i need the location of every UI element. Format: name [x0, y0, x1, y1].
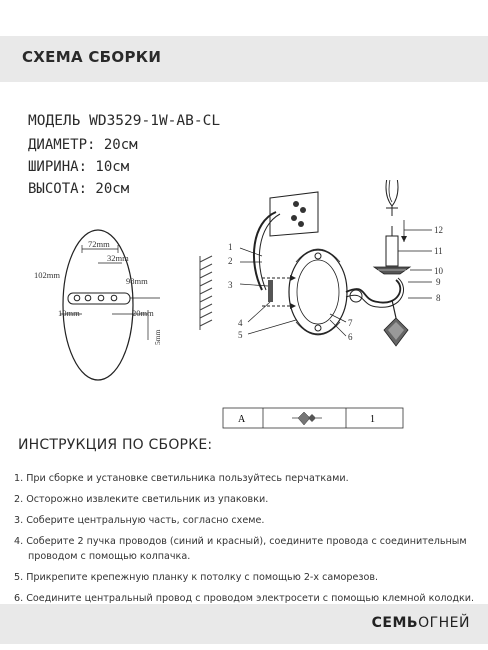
mounting-plate-diagram — [34, 230, 162, 380]
dim-72: 72mm — [88, 239, 110, 249]
footer-bar — [0, 604, 488, 644]
candle-bulb — [386, 180, 398, 206]
assembly-drawing — [0, 180, 488, 400]
dim-32: 32mm — [107, 253, 129, 263]
screw-hole-icon — [85, 295, 91, 301]
mounting-bar — [68, 293, 130, 304]
crystal-pendant — [384, 318, 408, 346]
callout-8: 8 — [436, 293, 441, 303]
dim-5: 5mm — [153, 329, 162, 345]
instruction-step-line: 4. Соберите 2 пучка проводов (синий и красный), соедините провода с соединительным — [14, 536, 467, 547]
callout-5: 5 — [238, 330, 243, 340]
page-title: СХЕМА СБОРКИ — [22, 48, 162, 66]
callout-6: 6 — [348, 332, 353, 342]
candle-assembly — [374, 180, 410, 274]
screw-hole-icon — [111, 295, 117, 301]
instruction-step: 3. Соберите центральную часть, согласно схеме. — [14, 515, 265, 526]
callout-3: 3 — [228, 280, 233, 290]
instructions-title: ИНСТРУКЦИЯ ПО СБОРКЕ: — [18, 437, 213, 453]
callout-9: 9 — [436, 277, 441, 287]
instruction-step — [14, 534, 484, 564]
callout-4: 4 — [238, 318, 243, 328]
instruction-step: 5. Прикрепите крепежную планку к потолку с помощью 2-х саморезов. — [14, 572, 379, 583]
candle-cup — [374, 267, 410, 274]
socket — [386, 236, 398, 266]
dim-10: 10mm — [58, 308, 80, 318]
callout-2: 2 — [228, 256, 233, 266]
callout-7: 7 — [348, 318, 353, 328]
instruction-step: 1. При сборке и установке светильника пользуйтесь перчатками. — [14, 473, 349, 484]
screw-hole-icon — [98, 295, 104, 301]
terminal-block — [270, 192, 318, 236]
dim-20: 20mm — [132, 308, 154, 318]
spec-diameter: ДИАМЕТР: 20см — [28, 137, 138, 153]
wall-backplate — [262, 249, 347, 335]
instructions-list — [14, 471, 484, 612]
dim-98: 98mm — [126, 276, 148, 286]
callout-10: 10 — [434, 266, 443, 276]
model-name: МОДЕЛЬ WD3529-1W-AB-CL — [28, 113, 221, 129]
dim-102: 102mm — [34, 270, 60, 280]
brand-part-1: СЕМЬ — [371, 615, 419, 631]
callout-12: 12 — [434, 225, 443, 235]
instruction-step: 6. Соедините центральный провод с проводом электросети с помощью клемной колодки. — [14, 593, 475, 604]
wall-hatching — [200, 256, 212, 330]
callout-1: 1 — [228, 242, 233, 252]
callout-11: 11 — [434, 246, 443, 256]
lamp-arm — [346, 278, 404, 318]
spec-width: ШИРИНА: 10см — [28, 159, 130, 175]
parts-table — [0, 400, 488, 430]
brand-part-2: ОГНЕЙ — [418, 615, 470, 631]
instruction-step: 2. Осторожно извлеките светильник из упаковки. — [14, 494, 269, 505]
part-code: A — [238, 414, 246, 425]
instruction-step-continuation: проводом с помощью колпачка. — [28, 551, 191, 562]
part-qty: 1 — [370, 414, 375, 425]
crystal-pendant-icon — [292, 412, 322, 425]
brand-logo — [372, 615, 470, 631]
terminal-block-diagram — [254, 192, 318, 290]
screw-hole-icon — [74, 295, 80, 301]
header-bar — [0, 36, 488, 82]
spec-height: ВЫСОТА: 20см — [28, 181, 130, 197]
